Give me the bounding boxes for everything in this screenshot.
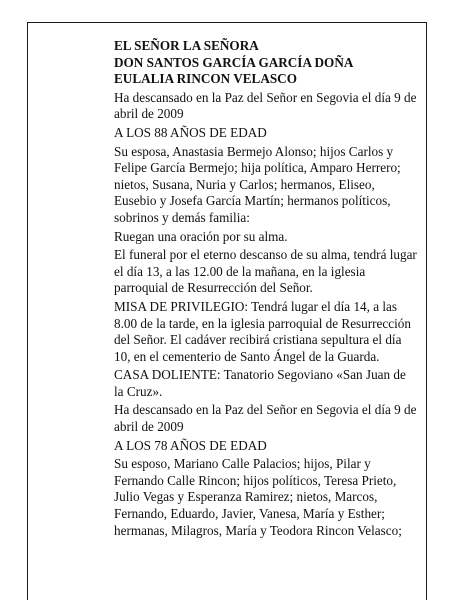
- header-line-2: DON SANTOS GARCÍA GARCÍA DOÑA: [114, 54, 354, 70]
- header-line-1: EL SEÑOR LA SEÑORA: [114, 38, 259, 53]
- funeral-info: El funeral por el eterno descanso de su alma, tendrá lugar el día 13, a las 12.00 de la mañana, en la iglesia parroquial de Resurrección del Señor.: [114, 247, 417, 296]
- prayer-request: Ruegan una oración por su alma.: [114, 228, 288, 244]
- age-line-1: A LOS 88 AÑOS DE EDAD: [114, 124, 267, 140]
- mass-info: MISA DE PRIVILEGIO: Tendrá lugar el día 14, a las 8.00 de la tarde, en la iglesia parroquial de Resurrección del Señor. El cadáver recibirá cristiana sepultura el día 10, en el cementerio de Santo Ángel de la Guarda.: [114, 298, 411, 364]
- mourning-house: CASA DOLIENTE: Tanatorio Segoviano «San Juan de la Cruz».: [114, 367, 406, 399]
- death-announcement-2: Ha descansado en la Paz del Señor en Segovia el día 9 de abril de 2009: [114, 402, 417, 435]
- obituary-notice: [114, 38, 418, 541]
- family-list-1: Su esposa, Anastasia Bermejo Alonso; hijos Carlos y Felipe García Bermejo; hija política, Amparo Herrero; nietos, Susana, Nuria y Carlos; hermanos, Eliseo, Eusebio y Josefa García Martín; hermanos políticos, sobrinos y demás familia:: [114, 143, 401, 225]
- death-announcement-1: Ha descansado en la Paz del Señor en Segovia el día 9 de abril de 2009: [114, 89, 417, 122]
- header-line-3: EULALIA RINCON VELASCO: [114, 71, 297, 87]
- family-list-2: Su esposo, Mariano Calle Palacios; hijos, Pilar y Fernando Calle Rincon; hijos políticos, Teresa Prieto, Julio Vegas y Esperanza Ramirez; nietos, Marcos, Fernando, Eduardo, Javier, Vanesa, María y Esther; hermanas, Milagros, María y Teodora Rincon Velasco;: [114, 456, 402, 538]
- age-line-2: A LOS 78 AÑOS DE EDAD: [114, 437, 267, 453]
